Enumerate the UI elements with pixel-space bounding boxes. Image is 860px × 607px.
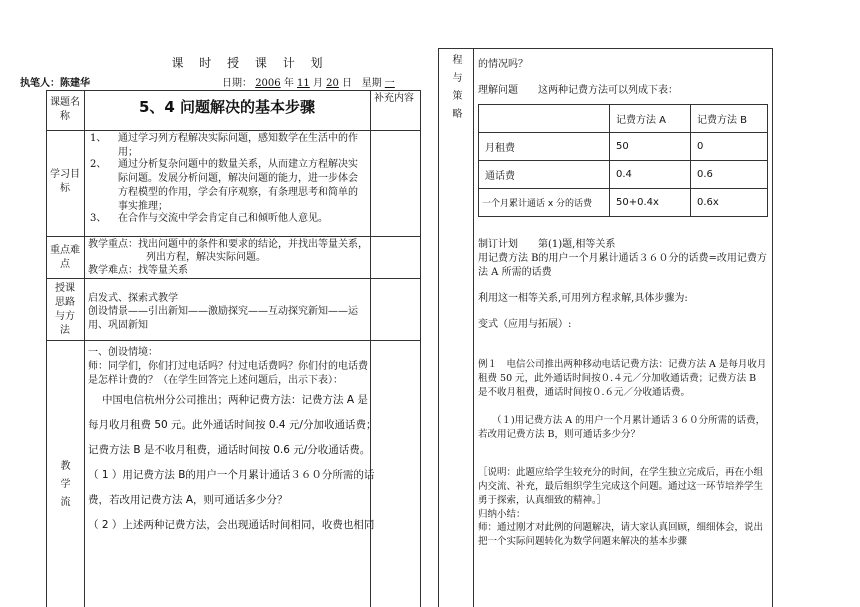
goal-1-num: 1、	[90, 133, 107, 144]
table-cell: 0	[691, 133, 768, 161]
date-year-unit: 年	[283, 78, 294, 89]
example-question: （１)用记费方法 A 的用户一个月累计通话３６０分所需的话费，若改用记费方法 B，则可通话多少分？	[478, 415, 766, 440]
goal-3-text: 在合作与交流中学会肯定自己和倾听他人意见。	[118, 213, 328, 224]
method-2: 创设情景——引出新知——激励探究——互动探究新知——运用、巩固新知	[88, 306, 358, 331]
goal-3-num: 3、	[90, 213, 107, 224]
flow-label: 教学流	[58, 460, 69, 514]
table-cell: 0.6x	[691, 189, 768, 217]
problem-line-4: （ 1 ）用记费方法 B的用户一个月累计通话３６０分所需的话	[88, 469, 375, 481]
table-cell	[479, 105, 610, 133]
weekday-value: 一	[384, 78, 395, 89]
use-text: 利用这一相等关系,可用列方程求解,具体步骤为:	[478, 293, 688, 304]
note-text: ［说明：此题应给学生较充分的时间，在学生独立完成后，再在小组内交流、补充，最后组织学生完成这个问题。通过这一环节培养学生勇于探索，认真细致的精神。］	[478, 467, 764, 506]
table-row	[479, 189, 768, 217]
side-label: 程与策略	[450, 54, 461, 126]
table-row	[479, 105, 768, 133]
summary-label: 归纳小结：	[478, 509, 526, 520]
problem-line-1: 中国电信杭州分公司推出；两种记费方法：记费方法 A 是	[102, 394, 368, 406]
table-cell: 一个月累计通话 x 分的话费	[479, 189, 610, 217]
table-cell: 月租费	[479, 133, 610, 161]
plan-line: 制订计划 第(1)题,相等关系	[478, 239, 616, 250]
problem-line-6: （ 2 ）上述两种记费方法，会出现通话时间相同，收费也相同	[88, 519, 375, 531]
topic-title: 5、4 问题解决的基本步骤	[138, 98, 316, 116]
goal-1-text: 通过学习列方程解决实际问题，感知数学在生活中的作用；	[118, 133, 358, 158]
weekday-label: 星期	[361, 78, 382, 89]
summary-text: 师：通过刚才对此例的问题解决，请大家认真回顾，细细体会，说出把一个实际问题转化为数学问题来解决的基本步骤	[478, 522, 764, 547]
method-label: 授课思路与方法	[55, 283, 75, 336]
date-year: 2006	[255, 78, 281, 89]
intro-title: 一、创设情境：	[88, 347, 158, 358]
variant-label: 变式（应用与拓展）:	[478, 319, 572, 330]
date-day: 20	[326, 78, 339, 89]
date-day-unit: 日	[342, 78, 353, 89]
example-text: 例１ 电信公司推出两种移动电话记费方法：记费方法 A 是每月收月租费 50 元，此外通话时间按０.４元／分加收通话费；记费方法 B 是不收月租费，通话时间按０.６元／分收通话费。	[478, 359, 767, 398]
goal-2-text: 通过分析复杂问题中的数量关系，从而建立方程解决实际问题。发展分析问题，解决问题的能力，进一步体会方程模型的作用，学会有序观察，有条理思考和简单的事实推理；	[118, 159, 358, 212]
method-1: 启发式、探索式教学	[88, 293, 178, 304]
key-point-cont: 列出方程，解决实际问题。	[146, 252, 266, 263]
table-header-a: 记费方法 A	[610, 105, 691, 133]
table-cell: 通话费	[479, 161, 610, 189]
topic-label: 课题名称	[50, 97, 80, 122]
understand-text: 这两种记费方法可以列成下表：	[538, 85, 678, 96]
table-cell: 0.4	[610, 161, 691, 189]
author-label: 执笔人：陈建华	[20, 78, 90, 89]
problem-line-3: 记费方法 B 是不收月租费，通话时间按 0.6 元/分收通话费。	[88, 444, 371, 456]
problem-line-5: 费，若改用记费方法 A，则可通话多少分？	[88, 494, 288, 506]
key-point: 教学重点：找出问题中的条件和要求的结论，并找出等量关系，	[88, 239, 368, 250]
goals-label: 学习目标	[50, 169, 80, 194]
problem-line-2: 每月收月租费 50 元。此外通话时间按 0.4 元/分加收通话费；	[88, 419, 377, 431]
table-row	[479, 133, 768, 161]
key-label: 重点难点	[50, 245, 80, 270]
date-month-unit: 月	[312, 78, 323, 89]
plan-text: 用记费方法 B的用户一个月累计通话３６０分的话费=改用记费方法 A 所需的话费	[478, 253, 767, 278]
date-prefix: 日期：	[222, 78, 252, 89]
goal-2-num: 2、	[90, 159, 107, 170]
cont-line: 的情况吗？	[478, 59, 528, 70]
date-line	[222, 77, 395, 91]
supplement-label: 补充内容	[374, 93, 414, 104]
understand-label: 理解问题	[478, 85, 518, 96]
table-cell: 50+0.4x	[610, 189, 691, 217]
table-header-b: 记费方法 B	[691, 105, 768, 133]
table-cell: 50	[610, 133, 691, 161]
problem-block	[88, 388, 377, 538]
cost-table	[478, 104, 768, 217]
difficulty: 教学难点：找等量关系	[88, 265, 188, 276]
intro-text: 师：同学们，你们打过电话吗？付过电话费吗？你们付的电话费是怎样计费的？（在学生回答完上述问题后，出示下表）：	[88, 361, 368, 386]
table-cell: 0.6	[691, 161, 768, 189]
date-month: 11	[297, 78, 310, 89]
table-row	[479, 161, 768, 189]
page-title: 课 时 授 课 计 划	[171, 56, 329, 70]
